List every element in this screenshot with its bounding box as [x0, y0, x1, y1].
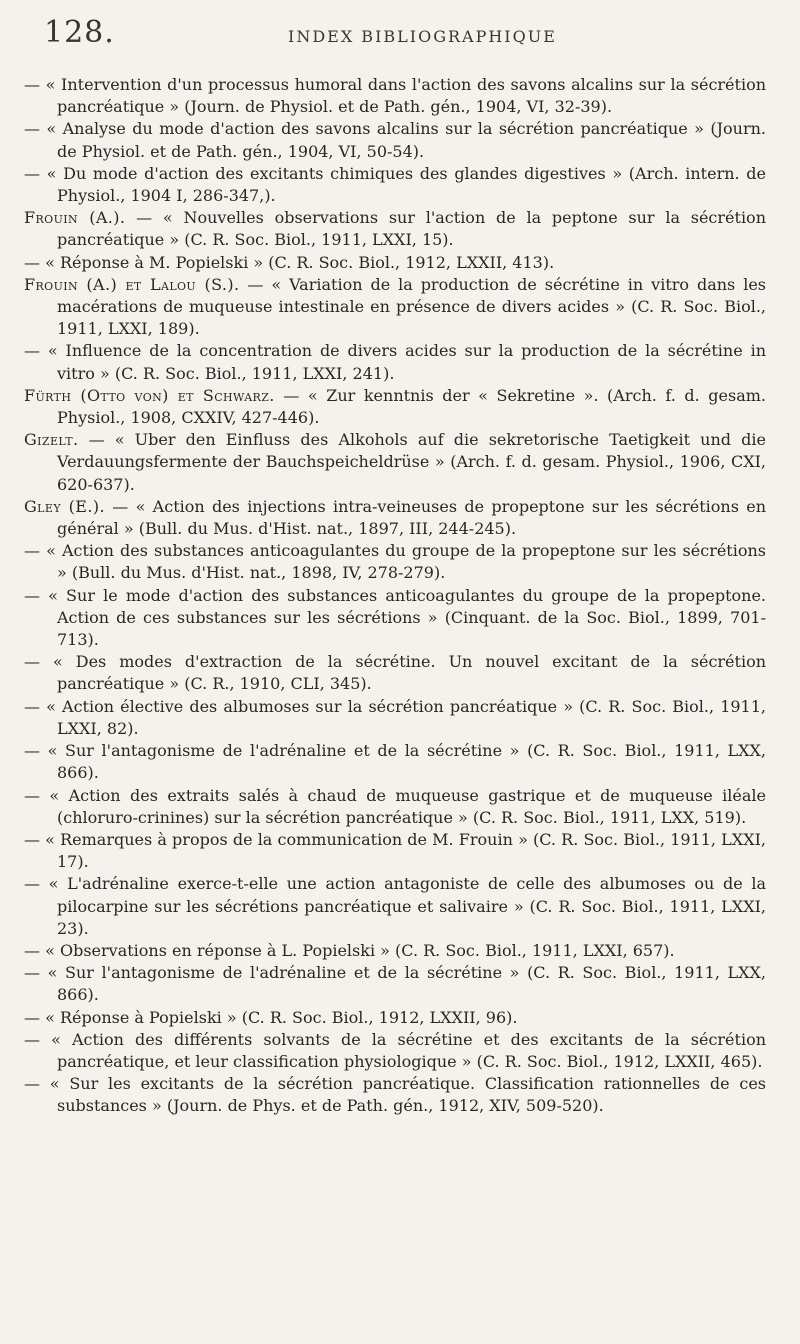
entry-title: — « L'adrénaline exerce-t-elle une action antagoniste de celle des albumoses ou de la pilocarpine sur les sécrétions pancréatique et salivaire »	[24, 874, 766, 916]
entry-source: (C. R. Soc. Biol., 1911, LXX, 519).	[472, 807, 747, 827]
bibliography-entry	[24, 1029, 766, 1073]
entry-title: — « Sur l'antagonisme de l'adrénaline et de la sécrétine »	[24, 963, 528, 983]
entry-title: — « Des modes d'extraction de la sécrétine. Un nouvel excitant de la sécrétion pancréatique »	[24, 652, 766, 694]
bibliography-entry	[24, 74, 766, 118]
bibliography-entry	[24, 385, 766, 429]
entry-title: — « Influence de la concentration de divers acides sur la production de la sécrétine in vitro »	[24, 341, 766, 383]
entry-source: (C. R. Soc. Biol., 1911, LXXI, 17).	[57, 829, 766, 872]
bibliography-entry	[24, 252, 766, 274]
entry-source: (Arch. f. d. gesam. Physiol., 1908, CXXIV, 427-446).	[57, 385, 766, 428]
entry-source: (C. R. Soc. Biol., 1911, LXXI, 189).	[57, 297, 767, 339]
bibliography-entry	[24, 1007, 766, 1029]
entry-source: (Bull. du Mus. d'Hist. nat., 1897, III, 244-245).	[138, 519, 517, 539]
bibliography-entry	[24, 696, 766, 740]
entry-title: — « Du mode d'action des excitants chimiques des glandes digestives »	[24, 163, 629, 183]
entry-source: (Arch. intern. de Physiol., 1904 I, 286-347,).	[57, 163, 767, 206]
bibliography-entry	[24, 585, 766, 652]
bibliography-entry	[24, 962, 766, 1006]
bibliography-entry	[24, 118, 766, 162]
entry-title: — « Zur kenntnis der « Sekretine ».	[274, 385, 608, 405]
entry-title: — « Analyse du mode d'action des savons alcalins sur la sécrétion pancréatique »	[24, 119, 711, 139]
entry-author: Fürth (Otto von) et Schwarz.	[24, 385, 275, 405]
bibliography-entry	[24, 274, 766, 341]
entry-title: — « Action des injections intra-veineuses de propeptone sur les sécrétions en général »	[57, 496, 766, 539]
entry-source: (Journ. de Physiol. et de Path. gén., 1904, VI, 50-54).	[57, 119, 766, 161]
entry-source: (Arch. f. d. gesam. Physiol., 1906, CXI, 620-637).	[57, 452, 767, 494]
entry-title: — « Sur l'antagonisme de l'adrénaline et de la sécrétine »	[24, 741, 528, 761]
running-title: INDEX BIBLIOGRAPHIQUE	[288, 27, 557, 46]
bibliography-entry	[24, 740, 766, 784]
bibliography-entry	[24, 340, 766, 384]
entry-source: (C. R. Soc. Biol., 1912, LXXII, 413).	[268, 252, 555, 272]
bibliography-entry	[24, 940, 766, 962]
bibliography-entry	[24, 429, 766, 496]
entry-source: (C. R. Soc. Biol., 1911, LXXI, 657).	[395, 940, 675, 960]
bibliography-entry	[24, 829, 766, 873]
bibliography-entry	[24, 1073, 766, 1117]
entry-source: (C. R. Soc. Biol., 1911, LXXI, 23).	[57, 896, 766, 938]
entry-source: (C. R. Soc. Biol., 1911, LXXI, 15).	[184, 230, 454, 250]
bibliography-list	[24, 74, 767, 1118]
entry-source: (Cinquant. de la Soc. Biol., 1899, 701-713).	[57, 607, 766, 650]
bibliography-entry	[24, 785, 766, 829]
entry-title: — « Action élective des albumoses sur la sécrétion pancréatique »	[24, 696, 580, 716]
entry-title: — « Action des substances anticoagulantes du groupe de la propeptone sur les sécrétions »	[24, 541, 766, 583]
entry-source: (C. R. Soc. Biol., 1911, LXXI, 82).	[57, 696, 767, 738]
entry-source: (Journ. de Physiol. et de Path. gén., 1904, VI, 32-39).	[184, 97, 613, 117]
entry-author: Frouin (A.).	[24, 208, 126, 228]
entry-source: (Journ. de Phys. et de Path. gén., 1912, XIV, 509-520).	[166, 1096, 604, 1116]
bibliography-entry	[24, 163, 766, 207]
entry-title: — « Uber den Einfluss des Alkohols auf die sekretorische Taetigkeit und die Verdauungsfermente der Bauchspeicheldrüse »	[57, 430, 766, 472]
entry-source: (C. R. Soc. Biol., 1911, LXX, 866).	[57, 741, 767, 783]
entry-author: Gizelt.	[24, 430, 79, 450]
entry-title: — « Sur le mode d'action des substances anticoagulantes du groupe de la propeptone. Action de ces substances sur les sécrétions »	[24, 585, 766, 627]
entry-title: — « Variation de la production de sécrétine in vitro dans les macérations de muqueuse intestinale en présence de divers acides »	[57, 274, 766, 317]
entry-title: — « Remarques à propos de la communication de M. Frouin »	[24, 829, 534, 849]
entry-source: (C. R. Soc. Biol., 1912, LXXII, 465).	[476, 1051, 763, 1071]
entry-title: — « Observations en réponse à L. Popielski »	[24, 940, 396, 960]
entry-source: (C. R. Soc. Biol., 1911, LXX, 866).	[57, 963, 767, 1005]
entry-title: — « Action des différents solvants de la sécrétine et des excitants de la sécrétion pancréatique, et leur classification physiologique »	[24, 1029, 766, 1071]
entry-source: (C. R. Soc. Biol., 1912, LXXII, 96).	[241, 1007, 518, 1027]
bibliography-entry	[24, 873, 766, 940]
entry-title: — « Intervention d'un processus humoral dans l'action des savons alcalins sur la sécrétion pancréatique »	[24, 75, 766, 117]
entry-title: — « Nouvelles observations sur l'action de la peptone sur la sécrétion pancréatique »	[57, 208, 766, 250]
entry-title: — « Réponse à M. Popielski »	[24, 252, 269, 272]
bibliography-entry	[24, 496, 766, 540]
entry-source: (Bull. du Mus. d'Hist. nat., 1898, IV, 278-279).	[71, 563, 446, 583]
bibliography-entry	[24, 651, 766, 695]
entry-title: — « Réponse à Popielski »	[24, 1007, 242, 1027]
entry-author: Gley (E.).	[24, 496, 106, 516]
page-number: 128.	[44, 15, 115, 50]
bibliography-entry	[24, 540, 766, 584]
entry-source: (C. R. Soc. Biol., 1911, LXXI, 241).	[114, 363, 395, 383]
entry-author: Frouin (A.) et Lalou (S.).	[24, 274, 240, 294]
entry-title: — « Action des extraits salés à chaud de muqueuse gastrique et de muqueuse iléale (chloruro-crinines) sur la sécrétion pancréatique »	[24, 785, 766, 827]
bibliography-entry	[24, 207, 766, 251]
page-header	[44, 15, 756, 55]
entry-title: — « Sur les excitants de la sécrétion pancréatique. Classification rationnelles de ces substances »	[24, 1074, 766, 1116]
entry-source: (C. R., 1910, CLI, 345).	[184, 674, 372, 694]
